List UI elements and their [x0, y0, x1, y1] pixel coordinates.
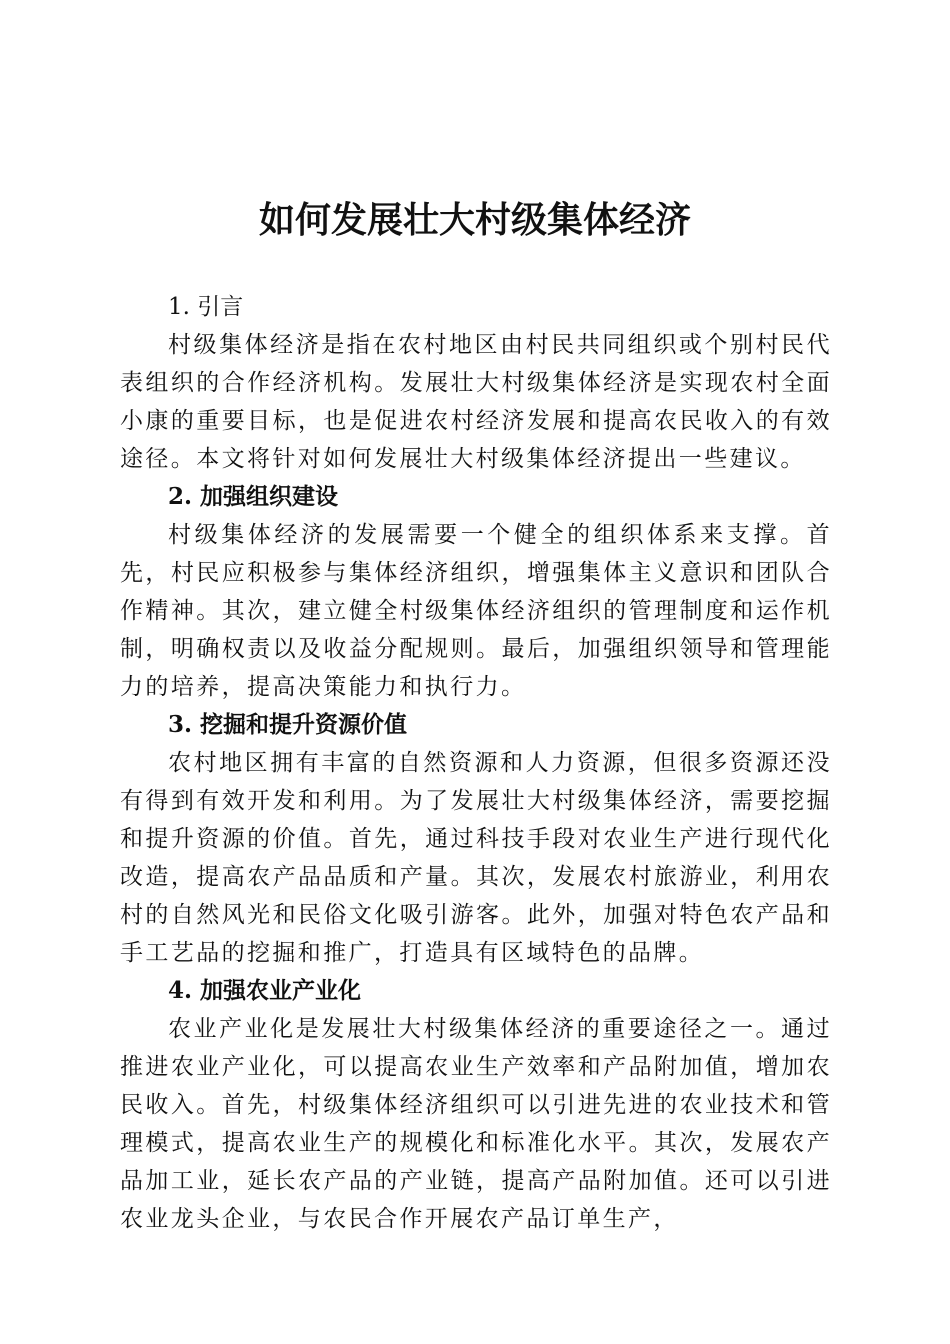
section-heading-resources: 3. 挖掘和提升资源价值	[168, 711, 408, 738]
section-paragraph-introduction: 村级集体经济是指在农村地区由村民共同组织或个别村民代表组织的合作经济机构。发展壮大村级集体经济是实现农村全面小康的重要目标，也是促进农村经济发展和提高农民收入的有效途径。本文将针对如何发展壮大村级集体经济提出一些建议。	[120, 332, 832, 472]
section-paragraph-resources: 农村地区拥有丰富的自然资源和人力资源，但很多资源还没有得到有效开发和利用。为了发展壮大村级集体经济，需要挖掘和提升资源的价值。首先，通过科技手段对农业生产进行现代化改造，提高农产品品质和产量。其次，发展农村旅游业，利用农村的自然风光和民俗文化吸引游客。此外，加强对特色农产品和手工艺品的挖掘和推广，打造具有区域特色的品牌。	[120, 750, 832, 966]
section-paragraph-organization: 村级集体经济的发展需要一个健全的组织体系来支撑。首先，村民应积极参与集体经济组织，增强集体主义意识和团队合作精神。其次，建立健全村级集体经济组织的管理制度和运作机制，明确权责以及收益分配规则。最后，加强组织领导和管理能力的培养，提高决策能力和执行力。	[120, 522, 832, 700]
document-title: 如何发展壮大村级集体经济	[258, 199, 691, 241]
section-heading-introduction: 1. 引言	[168, 294, 244, 320]
section-paragraph-industrialization: 农业产业化是发展壮大村级集体经济的重要途径之一。通过推进农业产业化，可以提高农业生产效率和产品附加值，增加农民收入。首先，村级集体经济组织可以引进先进的农业技术和管理模式，提高农业生产的规模化和标准化水平。其次，发展农产品加工业，延长农产品的产业链，提高产品附加值。还可以引进农业龙头企业，与农民合作开展农产品订单生产，	[120, 1016, 832, 1232]
section-heading-organization: 2. 加强组织建设	[168, 483, 339, 510]
document-body	[120, 288, 832, 1238]
section-heading-industrialization: 4. 加强农业产业化	[168, 977, 362, 1004]
